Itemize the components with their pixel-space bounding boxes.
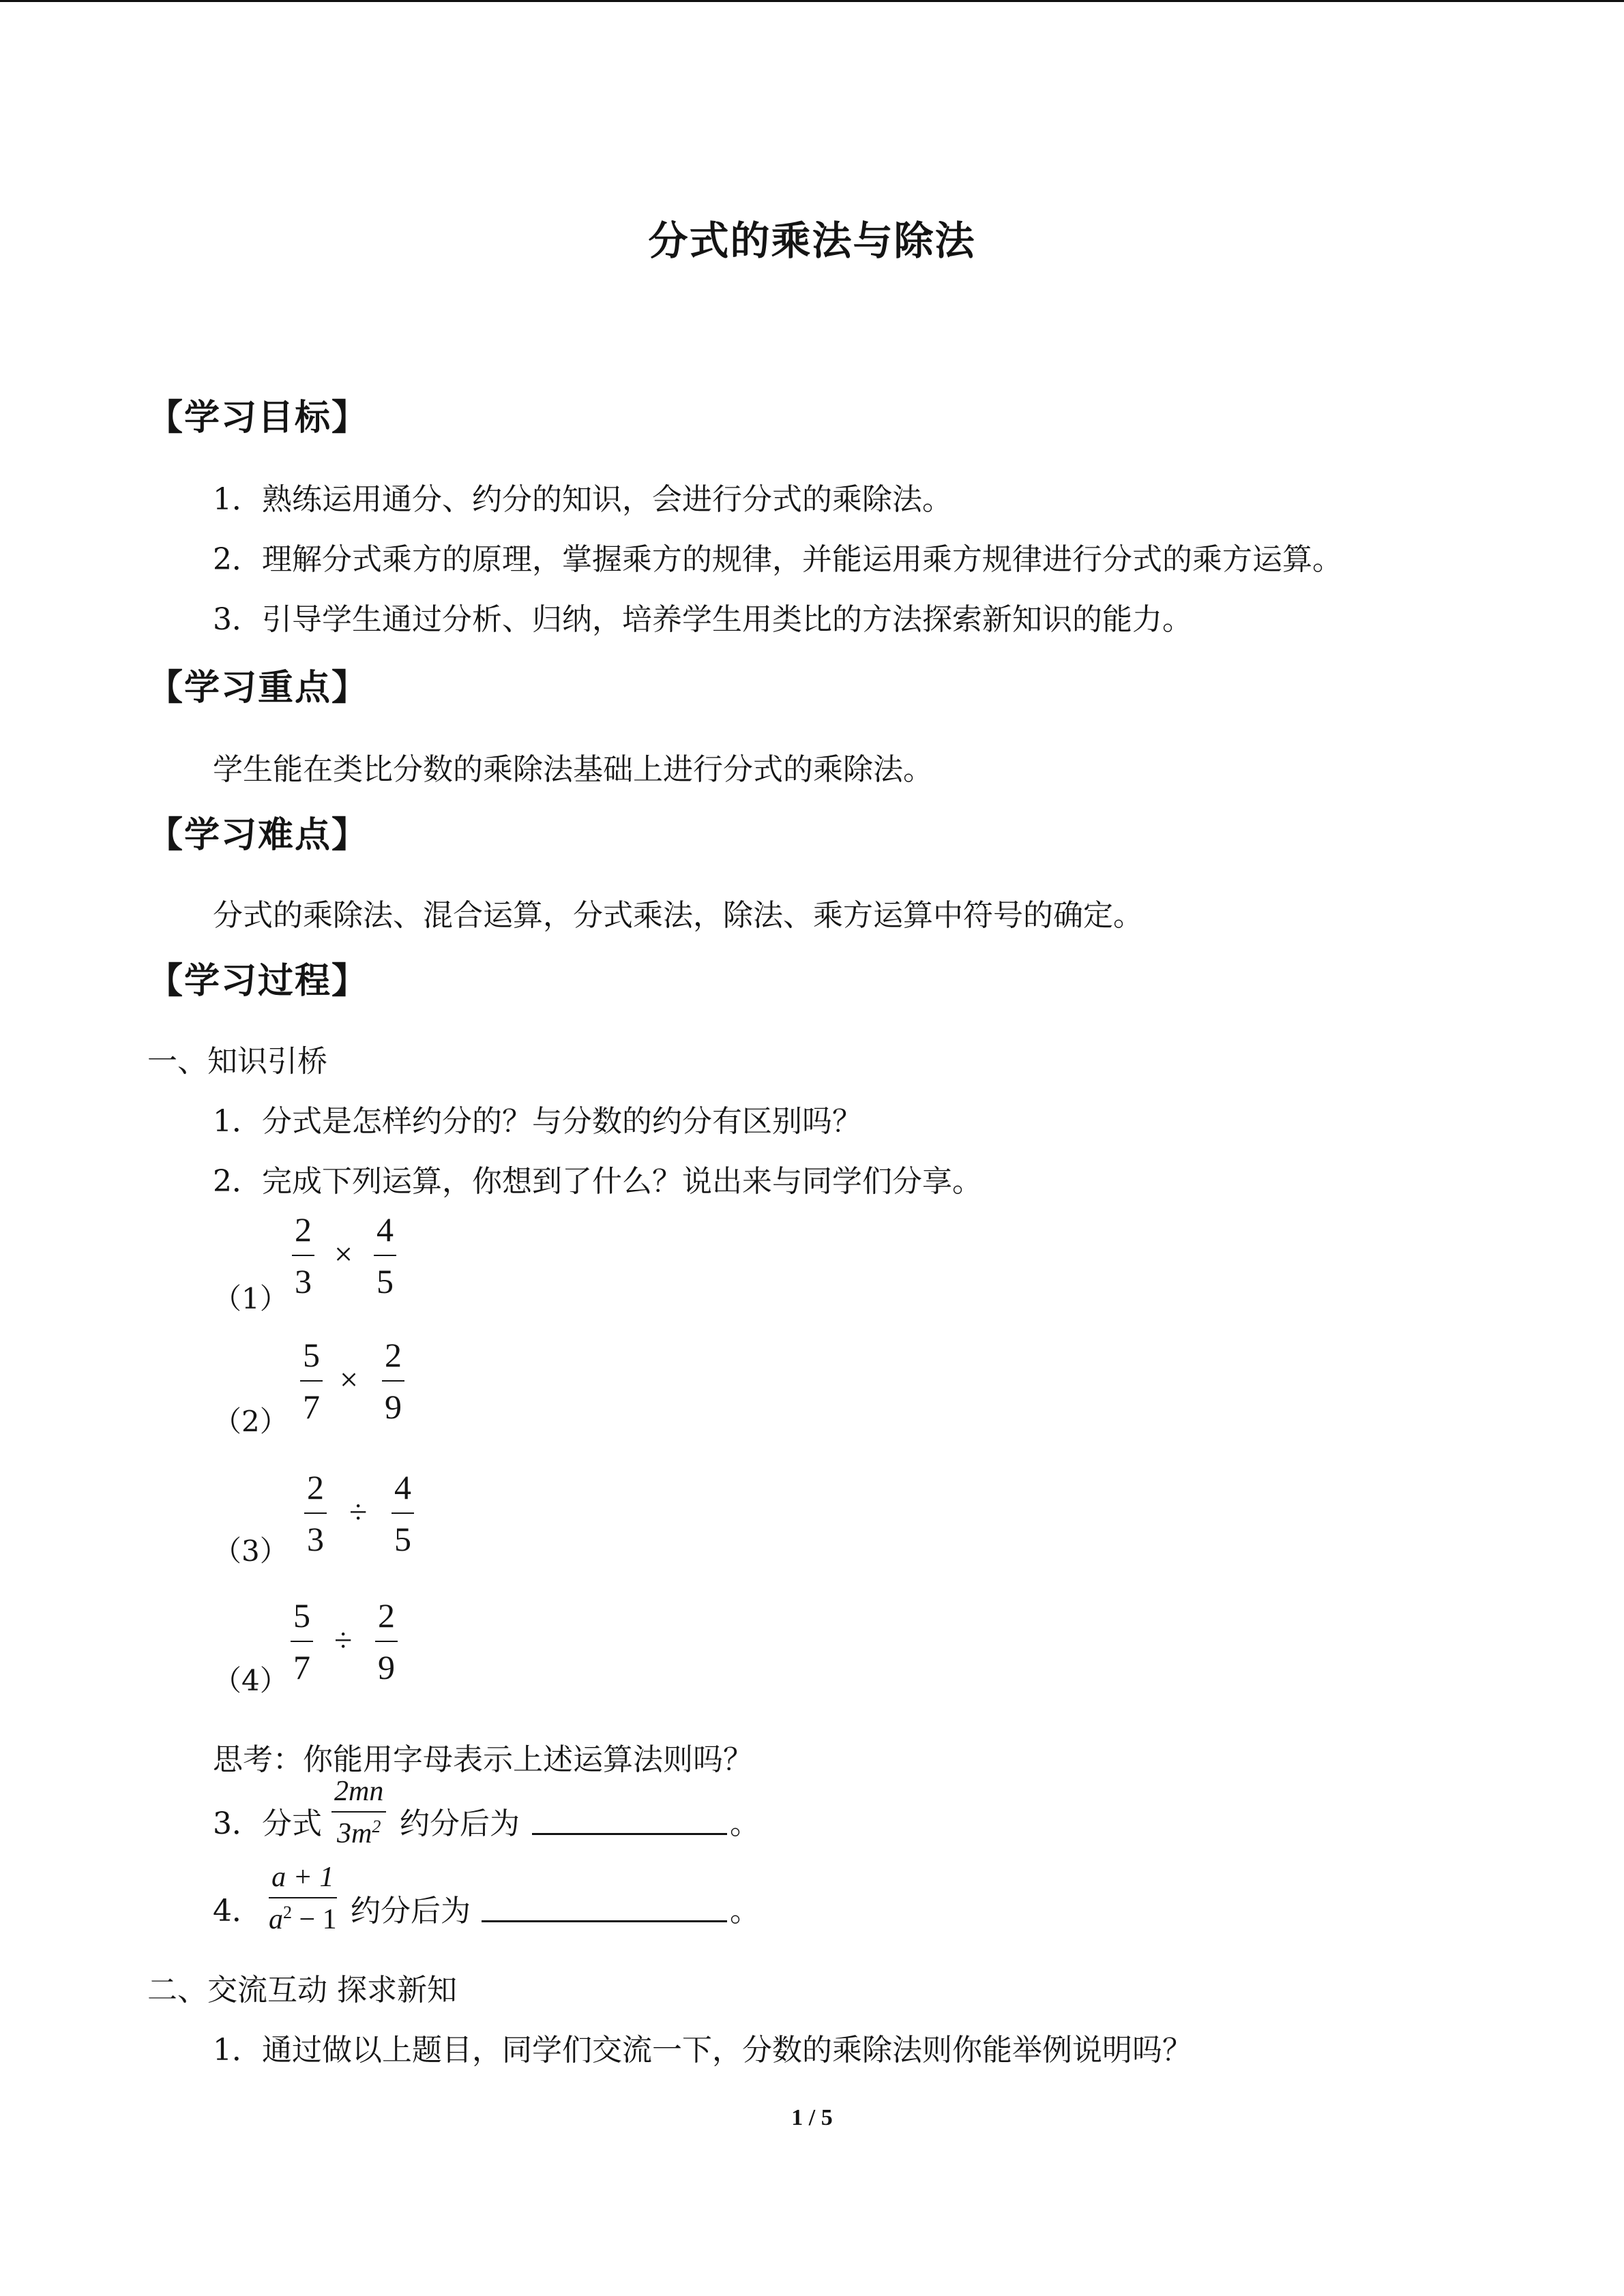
question-3-suffix: 约分后为 [400,1806,520,1841]
denominator: 3 [307,1520,324,1558]
goals-heading: 【学习目标】 [147,398,369,438]
numerator: a + 1 [269,1863,336,1898]
fraction [292,1212,314,1298]
part2-heading: 二、交流互动 探求新知 [147,1973,457,2008]
page-title: 分式的乘法与除法 [648,218,976,264]
numerator: 2 [382,1338,404,1382]
think-prompt: 思考：你能用字母表示上述运算法则吗？ [213,1742,753,1777]
key-text: 学生能在类比分数的乘除法基础上进行分式的乘除法。 [213,752,933,787]
numerator: 5 [300,1338,323,1382]
difficult-text: 分式的乘除法、混合运算，分式乘法，除法、乘方运算中符号的确定。 [213,898,1143,933]
fraction [304,1470,327,1556]
divide-sign: ÷ [334,1622,353,1658]
exercise-label: （4） [213,1664,289,1697]
numerator: 2mn [331,1777,386,1813]
goal-item: 3．引导学生通过分析、归纳，培养学生用类比的方法探索新知识的能力。 [213,602,1192,637]
answer-blank[interactable] [532,1833,727,1835]
numerator: 2 [375,1598,398,1642]
exercise-label: （2） [213,1405,289,1438]
denominator-base: 3m [337,1818,372,1849]
fraction [392,1470,414,1556]
numerator: 2 [292,1212,314,1256]
part2-question-1: 1．通过做以上题目，同学们交流一下，分数的乘除法则你能举例说明吗？ [213,2033,1192,2068]
divide-sign: ÷ [349,1494,368,1530]
denominator: 5 [377,1262,394,1300]
denominator [266,1898,340,1934]
exponent: 2 [283,1903,292,1922]
difficult-heading: 【学习难点】 [147,815,369,856]
denominator: 7 [303,1388,320,1426]
question-3-prefix: 3．分式 [213,1806,322,1841]
denominator: 5 [394,1520,411,1558]
denominator: 9 [385,1388,402,1426]
question-4-prefix: 4． [213,1894,262,1928]
period: 。 [730,1806,760,1841]
top-border [0,0,1624,2]
fraction [266,1863,340,1934]
exercise-label: （1） [213,1282,289,1315]
answer-blank[interactable] [482,1920,727,1922]
period: 。 [730,1894,760,1928]
fraction [374,1212,396,1298]
denominator: 7 [293,1648,310,1686]
key-heading: 【学习重点】 [147,668,369,709]
numerator: 5 [291,1598,313,1642]
goal-item: 1．熟练运用通分、约分的知识，会进行分式的乘除法。 [213,482,952,517]
question-2: 2．完成下列运算，你想到了什么？说出来与同学们分享。 [213,1164,982,1199]
exponent: 2 [372,1817,381,1836]
process-heading: 【学习过程】 [147,961,369,1002]
exercise-label: （3） [213,1534,289,1568]
goal-item: 2．理解分式乘方的原理，掌握乘方的规律，并能运用乘方规律进行分式的乘方运算。 [213,542,1342,577]
numerator: 4 [374,1212,396,1256]
denominator: 9 [378,1648,395,1686]
multiply-sign: × [334,1236,353,1272]
fraction [375,1598,398,1684]
fraction [291,1598,313,1684]
fraction [331,1777,386,1848]
fraction [300,1338,323,1424]
page-number: 1 / 5 [791,2105,833,2130]
multiply-sign: × [340,1362,359,1398]
denominator [334,1813,383,1848]
denominator-rest: − 1 [292,1904,337,1935]
denominator-base: a [269,1904,283,1935]
question-1: 1．分式是怎样约分的？与分数的约分有区别吗？ [213,1104,862,1139]
fraction [382,1338,404,1424]
denominator: 3 [295,1262,312,1300]
numerator: 2 [304,1470,327,1514]
numerator: 4 [392,1470,414,1514]
question-4-suffix: 约分后为 [351,1894,471,1928]
part1-heading: 一、知识引桥 [147,1044,327,1079]
